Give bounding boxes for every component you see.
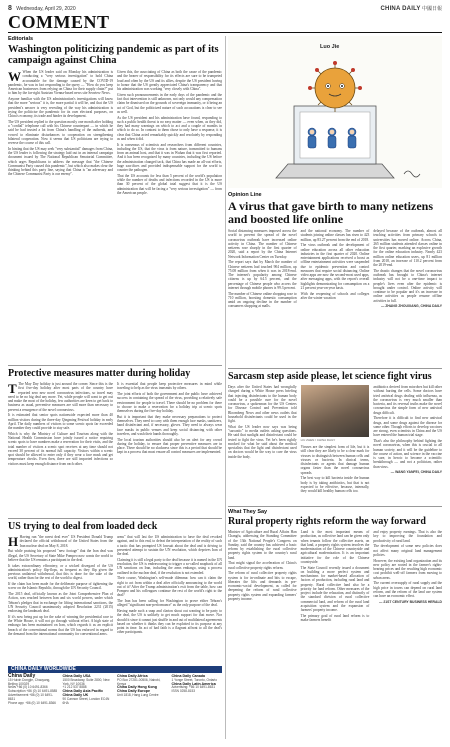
editorial-3-para: Claiming it is still a legal party to the deal because it is named in the UN resolution, the US is endeavouring to trigger a so-called snapback of all UN sanctions on Iran, including the arms embargo, using a process outlined in the nuclear deal, if the resolution is not extended. <box>117 557 222 575</box>
editorial-2-para: T The May Day holiday is just around the corner. Since this is the first five-day holiday after most parts of the country have reported zero new novel coronavirus infections, so travel may need to be no big deal any more. Yet, while people will want to get out and make the most of the holiday, few authorities are keen to get back to business as usual, preventive measures are still more than necessary to prevent a resurgence of the novel coronavirus. <box>8 382 113 412</box>
footer-line: Phone app: +86 (0) 10 6491-8366 <box>8 700 56 705</box>
footer-line: Subscription +86 (0) 10 6491-8585 <box>8 689 58 694</box>
sarcasm-article <box>228 371 442 501</box>
footer-heading: China Daily USA <box>62 674 91 678</box>
footer-heading: China Daily Canada <box>171 674 206 678</box>
sarcasm-col-2 <box>301 385 370 501</box>
sarcasm-photo <box>301 385 369 437</box>
drop-cap: H <box>8 535 19 549</box>
opinion-col-3 <box>373 229 442 367</box>
opinion-para: delayed because of the outbreak, almost all teaching activities from primary schools to universities has moved online. Across China, 265 million students attended classes online in the first quarter, marking an explosive growth for the online education industry. Nearly 423 million online education users, up 81 million from 2018, an increase of 110.2 percent from the 2019-end. <box>373 229 442 267</box>
sarcasm-body <box>228 385 442 501</box>
section-title: COMMENT <box>8 12 110 32</box>
opinion-para: The virus outbreak and the development of online education across all other education industries in the first quarter of 2020. Online entertainment applications received a boost as offline entertainment activities were suspended due to epidemic prevention and control measures that require social distancing. Online video apps are now the second-most used apps, after messaging apps, with the report's overall highlights demonstrating for consumption on a 21 percent year-on-year basis. <box>300 243 370 290</box>
editorial-3-para: H Having run "the rarest deal ever" US President Donald Trump declared the official withdrawal of the United States from the Iran nuclear deal on May 8, 2018. <box>8 535 113 549</box>
footer-line: Advertisement +86 (0) 10 6491-8631 <box>8 692 53 701</box>
wts-para: That might signal the acceleration of China's rural collective property rights reform. <box>228 561 297 570</box>
opinion-para: With the reopening of schools and colleges after the winter vacation <box>300 291 370 300</box>
opinion-para: The drastic changes that the novel coronavirus outbreak has brought to China's internet industry will not be a one-time impact to people's lives even after the epidemic is brought under control. Online activity will continue to be popular and it's an increase in online activities as people resume offline activities in full. <box>373 268 442 303</box>
editorial-2-col-a <box>8 382 113 518</box>
footer-addresses <box>8 675 222 705</box>
page-number: 8 <box>8 4 12 12</box>
editorial-2-para: It is estimated that senior spots nationwide expected more than 40 million visitors during the three-day Qingming Festival holiday in early April. The daily numbers of visitors to some scenic spots far exceeded the number they could provide to stay safe. <box>8 413 113 430</box>
sarcasm-headline: Sarcasm step aside please, let science fight virus <box>228 371 432 382</box>
page-header-right <box>381 5 443 12</box>
editorial-3-col-a <box>8 535 113 663</box>
editorial-1-body <box>8 70 222 330</box>
footer-col <box>172 675 223 705</box>
wts-para: The primary goal of rural land reform is to make farmers benefit <box>300 613 370 622</box>
editorial-1-para: It is consensus of scientists and researchers from different countries, including the US, that the virus is from nature, transmitted to humans from an animal host, and that it was in Wuhan that it was first reported. And it has been recognized by many countries, including the US before the administration changed tack, that China has made an all-out efforts, huge sacrifices and provided indispensable support for the world to counter the pathogen. <box>117 142 222 172</box>
editorials-column <box>8 36 222 330</box>
wts-col-3 <box>373 530 442 740</box>
divider <box>228 506 442 507</box>
what-they-say <box>228 509 442 740</box>
wts-body <box>228 530 442 740</box>
editorial-1-para: Anyone familiar with the US administration's investigations will know that the more "serious" it is, the more partial it will be, and that the US president's answer is very revealing of the way his administration is trying the politicise the pandemic for its own electoral purposes, on China's economy, its trade and hinder its development. <box>8 97 113 118</box>
footer-col <box>8 675 59 705</box>
wts-label: What They Say <box>228 509 268 515</box>
opinion-byline: — ZHANG ZHOUXIANG, CHINA DAILY <box>381 304 442 309</box>
wts-para: Land is the most important means of production, as collective land can be given only when tenants follow the collective assets, on that land, a property rights system involves the modernization of the Chinese countryside and agricultural modernization. It is an important initiative for the role of the Chinese countryside. <box>300 530 370 564</box>
sarcasm-para: That's also the philosophy behind fighting the novel coronavirus, when this is crucial to all human society, and it will be the guideline to the course of action, and science in the vaccine is sure, in heroic to become a scientific breakthrough — and not a politician, rather than virus. <box>373 439 442 469</box>
editorial-2 <box>8 368 222 518</box>
footer-line: 90 Cannon Street, London EC4N 6HA <box>62 696 110 705</box>
opinion-para: The report says that by March the number of Chinese netizens had touched 904 million, up 75.08 million from when it was in 2018-end. The internet's popularity among Chinese citizens is up by 64.5 percent, and the percentage of Chinese people who access the internet through mobile phones is 99.3 percent. <box>228 260 297 290</box>
sarcasm-col-3 <box>373 385 442 501</box>
footer-heading: China Daily Europe <box>117 689 150 694</box>
editorial-1-para: As the US president and his administration have found, responding to such a public health threat is no easy matter — even when, as they did, they had many warnings on which to act and a couple of months in which to do so. In contrast to them chose to only have a response, it is clear that China acted remarkably quickly and resolutely by responding as and when it did. <box>117 115 222 141</box>
page-header-left <box>8 5 76 12</box>
drop-cap: W <box>8 70 21 84</box>
page-header <box>8 4 442 12</box>
wts-headline: Rural property rights reform the way forward <box>228 516 426 527</box>
editorial-3-headline: US trying to deal from loaded deck <box>8 521 158 532</box>
editorial-2-para: The local tourism authorities should also be on alert for any crowd during the holiday, to ensure that proper preventive measures are in place. There should be no slackness since this is a period that should be kept in a process that must ensure all control measures are implemented. <box>117 437 222 455</box>
sarcasm-para: The best way to kill bacteria inside the human body is by taking antibiotics, but that is not expected to be effective, because, internally, they would kill healthy human cells too. <box>300 476 370 493</box>
editorial-1-para: In hinting that the US may seek "very substantial" damages from China, the US leader is following the strategy laid out in an internal campaign document issued by The National Republican Senatorial Committee, which urges Republicans to address the message that "the Chinese Communist Party caused this pandemic", but which also makes clear the thinking behind this party line, saying that China is "an adversary and the Chinese Communist Party is our enemy". <box>8 146 113 177</box>
editorial-3-para: Their course, Washington's self-made dilemma: how can it claim the right to act from within a deal after officially announcing to the world out of it? After the Trump administration's exit from the table, how can Pompeo and his colleagues continue the rest of the world's right to the deal? <box>117 576 222 598</box>
editorial-3-para: The Iran has been calling for Washington to prove either Tehran's alleged "significant non-performance" as the only purpose of the deal. <box>117 599 222 608</box>
wts-col-1 <box>228 530 297 740</box>
divider <box>228 368 442 369</box>
footer-line: 1500 Broadway, Suite 2800, New York, NY 10036 <box>62 677 110 686</box>
editorial-3 <box>8 521 222 663</box>
footer-col <box>63 675 114 705</box>
editorial-1-para: Given such pronouncements in the early days of the pandemic and the fact that intervention is still unknown, not only would any compensation claim be dismissed on the grounds of sovereign immunity, or it being an act of God, but the politicized nature of such accusations is clear to see as well. <box>117 92 222 114</box>
sarcasm-col-1 <box>228 385 297 501</box>
footer-heading: China Daily Africa <box>117 674 148 678</box>
sarcasm-photo-wrap <box>301 385 370 443</box>
footer-line: Unit 1818, Hang Lung Centre <box>117 692 159 697</box>
footer-line: Advertising: +86 10 6491-8631 <box>171 685 216 690</box>
wts-para: The State Council recently issued a document on building a more perfect system and mechanisms for market-based allocation of factors of production, including rural land and property. Rural collective land also be a priority for land reform. Other measures of the project include the relaxation, and distinctly of the standard division of rural collective commercial land, and reform of the rural land acquisition system and the expansion of farmers' property income. <box>300 565 370 612</box>
sarcasm-para: Viruses are the simplest form of life, but it is still clear they are likely to be a clear mark for viruses to distinguish between human cells and viruses or bacteria. In clinical terms, disinfectants or agents that damage human organs faster than the novel coronavirus spreads. <box>300 445 370 475</box>
sarcasm-para: What the US leader now says was being "sarcastic" to media outlets asking questions. He said that sunlight and disinfectant could be tested to fight the virus. Yet he's been rightly mocked for what he said about the medical specialists that the light and disinfectant used on doctors would be the way to cure the virus inside the body. <box>228 424 297 459</box>
section-rule <box>8 32 442 33</box>
wts-para: and enjoy property earnings. That is also the key to improving the foundation and productivity of rural land. <box>373 530 442 543</box>
opinion-para: Social distancing measures imposed across the world to prevent the spread of the novel coronavirus outbreak have increased online activity in China. The number of Chinese netizens rose sharply in the first quarter of 2020, said a report by the China Internet Network Information Center on Tuesday. <box>228 229 297 259</box>
footer-line: 1 Yonge Street, Toronto, Ontario <box>171 677 217 682</box>
editorial-3-para: It takes extraordinary effrontery, or a wicked disregard of the US administration's policy flip-flops, as frequent as they flip given the previous unilateral withdrawal, that this is done for the sake of the world, rather than for the rest of the world to digest. <box>8 563 113 581</box>
footer-line: +1 212 537 8888 <box>62 685 87 690</box>
wts-byline: — 21ST CENTURY BUSINESS HERALD <box>379 599 442 604</box>
editorial-3-para: If it's now being put up for the sake of winning the presidential race to the White House, it will not go through without effort. A high state of embargo has been maintained on Iran, which regards it as an explicit breach of the conventional norms that the US has enforced in regard to the demand from the international community for conventional arms. <box>8 614 113 636</box>
footer-col <box>117 675 168 705</box>
editorial-2-para: The joint efforts of both the government and the public have achieved success in containing the spread of the virus, providing a relatively safe environment for people to travel. There should be no problem for there to choose to make a reservation for a holiday trip at scenic spots themselves during the five-day holiday. <box>117 392 222 413</box>
opinion-label: Opinion Line <box>228 192 262 198</box>
editorial-1-para: The US president replied to the question mostly one month after holding a "cordial" telephone call with his Chinese counterpart — in which he said he had trusted a lot from China's handling of the outbreak, and vowed to eliminate disturbances to cooperation on strengthening bilateral cooperation. Now it seems that US politicians are trying to reverse the course of this call. <box>8 119 113 145</box>
editorial-1-col-a <box>8 70 113 330</box>
editorial-1-para: W When the US leader said on Monday his administration is conducting a "very serious investigation" to hold China accountable for the damage caused by the COVID-19 pandemic, he was in fact responding to the query — "How do you keep American businesses from relying on China for their supply chain?" put to him by the far-right Austrian Vienna-based news site Seaview News. <box>8 70 113 96</box>
footer-line: 15 Huixin Dongjie, Chaoyang, Beijing 100029 <box>8 677 51 686</box>
editorial-1-headline: Washington politicizing pandemic as part of its campaign against China <box>8 44 219 66</box>
opinion-col-1 <box>228 229 297 367</box>
editorial-3-para: Having made such a snap and clarion shout out wanting to be party to the deal, the US is unlikely to get much support for that move. Nor should it since it cannot just shuffle in and out of multilateral agreements based on whether it thinks they can be exploited to its purpose at any point in time. Its act of bad faith is a flagrant affront to all the deal's other participants. <box>117 609 222 635</box>
wts-para: However, the existing land organization and its new policy are rooted in the farmer's rights-bearing prices and the resulting high economic cost prohibit well-off farmers from moving to urban areas. <box>373 558 442 580</box>
column-divider <box>225 36 226 739</box>
footer-line: ISSN 0258-8153 <box>171 689 196 694</box>
editorial-3-body <box>8 535 222 663</box>
editorial-2-para: Which is why the Ministry of Culture and Tourism along with the National Health Commission have jointly issued a notice requiring scenic spots to have numbers make a reservation for their visits, and the total number of visitors a scenic spot receives at any time should not exceed 30 percent of its normal full capacity. Visitors within a scenic spot should be allowed to enter only if they wear a face mask and get temperature checks. Even then, there are still imported infections so visitors must keep enough distance from each other. <box>8 431 113 466</box>
footer-bar: CHINA DAILY WORLDWIDE <box>8 666 222 673</box>
footer-heading: China Daily UK <box>62 692 89 697</box>
issue-date: Wednesday, April 29, 2020 <box>16 5 76 12</box>
editorial-2-para: It is essential that people keep protective measures in mind while traveling to help as the virus transmits by others. <box>117 382 222 391</box>
footer-heading: China Daily Latin America <box>171 681 216 686</box>
cartoon-title: Luo Jie <box>320 44 340 50</box>
cartoon-illustration <box>228 36 442 188</box>
photo-caption: LIU ZHEN / CHINA DAILY <box>300 438 336 442</box>
editorial-3-para: If the claim has been made for the deliberate purpose of tightening the screw on the Islamic Republic, through the UN Security Council. <box>8 582 113 591</box>
opinion-para: and the national economy. The number of students joining online classes has risen to 423 million, up 83.27 percent from the end of 2018. <box>300 229 370 242</box>
opinion-para: The number of Chinese online shopping rose to 710 million, boosting domestic consumption amid an ongoing decline in the number of consumers shopping at malls. <box>228 291 297 309</box>
editorial-3-para: arms" that will last the US administration to have the deal revoked against, and to this end, to defeat the interpretation of the reality of such a tactic that has prompted US lawsuit about the deal and is driving to presented attempt to sustain the UN resolution, which deprives Iran of the deal. <box>117 535 222 556</box>
editorial-1-para: Given this, the associating of China as both the cause of the pandemic and the bearer of responsibility for its effects are sure to be trumpeted loud and often by the US and its allies, despite the US president having to honor that the US greatly appreciated China's transparency and that his administration was working "very closely with China". <box>117 70 222 91</box>
editorial-1-col-b <box>117 70 222 330</box>
editorial-2-body <box>8 382 222 518</box>
divider <box>8 518 222 519</box>
wts-para: The reform of rural collective property rights system is for in-ordinate and bits to escape, liberates the lifts and demands in pre-economic-social development, as called for deepening the reform of rural collective property rights system and expanding farmers' property income. <box>228 571 297 601</box>
footer-line: News +86 (0) 10 6491-8366 <box>8 685 48 690</box>
wts-para: The current oversupply of rural supply and the high price in towns can depend on rural land reform, and the reform of the land use system can have an economic effect. <box>373 581 442 598</box>
sarcasm-byline: — WANG YANFEI, CHINA DAILY <box>390 470 442 475</box>
editorial-3-para: The 2015 deal, officially known as the Joint Comprehensive Plan of Action, was reached between Iran and six world powers, under which Tehran's pledges that in exchange for lifting international sanctions, the UN Security Council unanimously adopted Resolution 2231 (2015) endorsing the landmark deal. <box>8 592 113 613</box>
editorial-3-col-b <box>117 535 222 663</box>
opinion-col-2 <box>301 229 370 367</box>
wts-para: Minister of Agriculture and Rural Affairs Han Changfu, addressing the Standing Committee of the 13th National People's Congress on Sunday, said the country has achieved a basic reform by establishing the rural collective property rights system to the country's rural land. <box>228 530 297 560</box>
editorial-2-para: But it is important that they make necessary preparations to protect themselves. They need to carry with them enough face masks, sanitizers, hand disinfectant and, if necessary, gloves. They need to always wear face masks in public venues and keep social distancing with other travelers, and wash their hands thoroughly. <box>117 414 222 436</box>
sarcasm-para: antibiotics derived from microbes but kill other without hurting the cells. Some doctors have tried antiviral drugs dealing with influenza, as the coronavirus is very much smaller than bacteria, and its reversal truths make the novel coronavirus the simple form of new antiviral drugs difficult. <box>373 385 442 415</box>
footer-heading: China Daily Asia Pacific <box>62 689 104 694</box>
editorial-cartoon <box>228 36 442 188</box>
sarcasm-para: Therefore it is difficult to find new antiviral drugs, and some drugs against the disease for some other. Though efforts to develop vaccines are strong, even scientists in China and the US have entered the human trial stage. <box>373 416 442 438</box>
footer-heading: China Daily Hong Kong <box>117 685 157 690</box>
editorials-label: Editorials <box>8 36 34 42</box>
opinion-line <box>228 192 442 367</box>
editorial-2-col-b <box>117 382 222 518</box>
opinion-body <box>228 229 442 367</box>
wts-para: The development of some new policies does not affect many original land management policies. <box>373 544 442 557</box>
opinion-headline: A virus that gave birth to many netizens and boosted life online <box>228 199 433 226</box>
drop-cap: T <box>8 382 17 396</box>
editorial-2-headline: Protective measures matter during holiday <box>8 368 191 379</box>
paper-name: CHINA DAILY <box>380 5 421 12</box>
editorial-3-para: But while praising his proposed "new footage" that the Iran deal was illegal, the US Secretary of State Mike Pompeo now wants the world to believe that the US remains a participant in the deal. <box>8 549 113 562</box>
sarcasm-para: Days after the United States had wrongfully charged during a White House press briefing that injecting disinfectants to the human body could be a possible cure for the novel coronavirus, a spokesman for the US Centers for Disease Control and Prevention told Bloomberg News and other news outlets that household disinfectants could be used in the fight. <box>228 385 297 423</box>
editorial-1-para: That the US accounts for less than 5 percent of the world's population while the number of deaths and infections recorded in the US is more than 30 percent of the global total suggest that it is the US administration that will be facing a "very serious investigation" — from the American people. <box>117 173 222 195</box>
footer-line: PO Box 27281-00506, Nairobi, Kenya <box>117 677 161 686</box>
footer-logo: China Daily <box>8 673 36 679</box>
paper-name-cn: 中國日報 <box>421 5 442 12</box>
wts-col-2 <box>301 530 370 740</box>
divider <box>8 365 222 366</box>
